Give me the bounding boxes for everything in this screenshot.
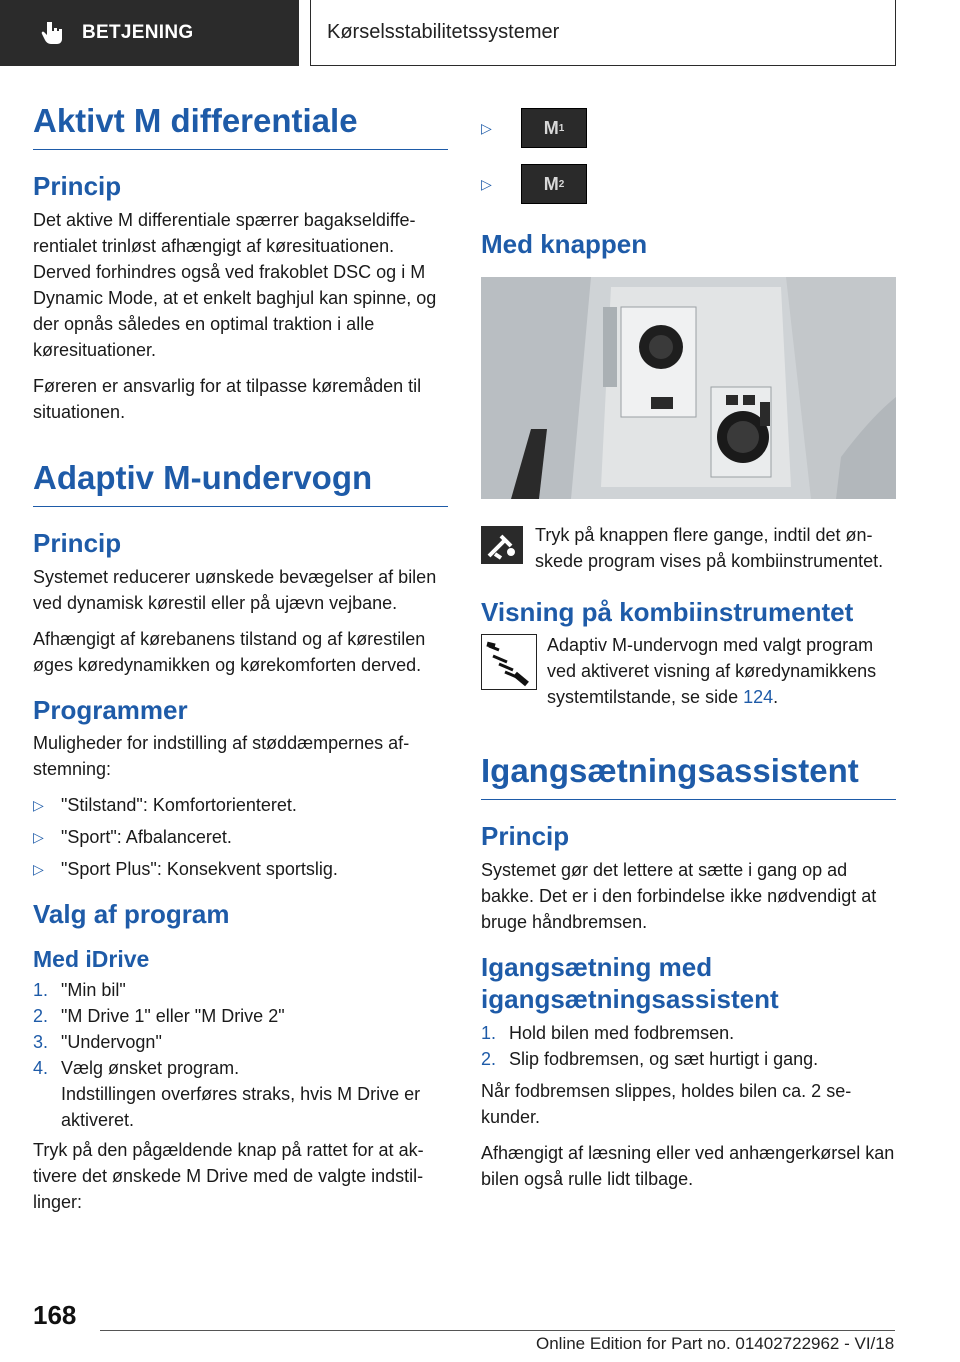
footer-edition: Online Edition for Part no. 01402722962 - VI/18 xyxy=(536,1334,895,1353)
chapter-title: Kørselsstabilitetssystemer xyxy=(327,21,560,43)
heading-princip: Princip xyxy=(33,528,122,558)
visning-instruction xyxy=(481,632,896,710)
hand-pointer-icon xyxy=(40,20,66,46)
m-drive-button-row xyxy=(481,108,896,148)
list-item: ▷ "Sport Plus": Konsekvent sportslig. xyxy=(33,856,448,882)
heading-adaptiv-m-undervogn: Adaptiv M-undervogn xyxy=(33,457,448,507)
paragraph: Adaptiv M-undervogn med valgt program ved aktiveret visning af køredynamikkens systemtilstande, se side 124. xyxy=(547,635,877,707)
heading-visning: Visning på kombiinstrumentet xyxy=(481,596,854,627)
heading-med-idrive: Med iDrive xyxy=(33,945,150,972)
bullet-marker-icon: ▷ xyxy=(481,119,492,136)
list-item: 1. Hold bilen med fodbremsen. xyxy=(481,1022,735,1043)
heading-aktivt-m-differentiale: Aktivt M differentiale xyxy=(33,100,448,150)
bullet-marker-icon: ▷ xyxy=(481,175,492,192)
paragraph: Afhængigt af kørebanens tilstand og af kørestilen øges køredynamikken og kørekomforten derved. xyxy=(33,628,426,675)
center-console-photo xyxy=(481,277,896,499)
paragraph: Muligheder for indstilling af støddæmpernes afstemning: xyxy=(33,733,410,779)
step-note: Indstillingen overføres straks, hvis M Drive er aktiveret. xyxy=(61,1084,421,1131)
heading-programmer: Programmer xyxy=(33,694,188,725)
press-button-icon xyxy=(481,526,523,564)
chapter-title-box xyxy=(310,0,896,66)
paragraph: Føreren er ansvarlig for at tilpasse køremåden til situationen. xyxy=(33,375,422,422)
footer-divider xyxy=(100,1330,895,1331)
paragraph: Det aktive M differentiale spærrer bagakseldifferentialet trinløst afhængigt af køresituationen. Derved forhindres også ved frakoblet DSC og i M Dynamic Mode, at et enkelt baghjul kan spinne, og der opnås således en optimal traktion i alle køresituationer. xyxy=(33,209,437,360)
heading-princip: Princip xyxy=(481,821,570,852)
m1-button-icon: M 1 xyxy=(521,108,587,148)
heading-igangsaetningsassistent: Igangsætningsassistent xyxy=(481,750,896,800)
bullet-marker-icon: ▷ xyxy=(33,829,44,845)
m2-button-icon: M 2 xyxy=(521,164,587,204)
section-tab xyxy=(0,0,299,66)
paragraph: Systemet reducerer uønskede bevægelser af bilen ved dynamisk kørestil eller på ujævn vejbane. xyxy=(33,566,437,613)
list-item: 2. Slip fodbremsen, og sæt hurtigt i gang. xyxy=(481,1048,819,1069)
list-item: 4. Vælg ønsket program. xyxy=(33,1058,240,1079)
left-column xyxy=(33,100,448,1225)
list-item: 2. "M Drive 1" eller "M Drive 2" xyxy=(33,1006,285,1027)
heading-valg-af-program: Valg af program xyxy=(33,899,230,929)
heading-igangsaetning-med: Igangsætning med igangsætningsassistent xyxy=(481,951,779,1015)
paragraph: Tryk på den pågældende knap på rattet for at aktivere det ønskede M Drive med de valgte indstillinger: xyxy=(33,1140,424,1213)
damper-spring-icon xyxy=(481,634,537,690)
list-item: 3. "Undervogn" xyxy=(33,1032,162,1053)
paragraph: Når fodbremsen slippes, holdes bilen ca. 2 sekunder. xyxy=(481,1080,852,1127)
heading-med-knappen: Med knappen xyxy=(481,229,648,259)
knappen-instruction xyxy=(481,522,896,574)
list-item: ▷ "Stilstand": Komfortorienteret. xyxy=(33,792,448,818)
section-label: BETJENING xyxy=(82,22,194,43)
page-number: 168 xyxy=(33,1300,77,1330)
paragraph: Afhængigt af læsning eller ved anhængerkørsel kan bilen også rulle lidt tilbage. xyxy=(481,1142,895,1189)
page-link[interactable]: 124 xyxy=(743,687,774,707)
list-item: ▷ "Sport": Afbalanceret. xyxy=(33,824,448,850)
bullet-marker-icon: ▷ xyxy=(33,861,44,877)
bullet-marker-icon: ▷ xyxy=(33,797,44,813)
paragraph: Systemet gør det lettere at sætte i gang op ad bakke. Det er i den forbindelse ikke nødvendigt at bruge håndbremsen. xyxy=(481,859,877,932)
right-column xyxy=(481,108,896,1202)
list-item: 1. "Min bil" xyxy=(33,980,126,1001)
heading-princip: Princip xyxy=(33,171,122,202)
m-drive-button-row xyxy=(481,164,896,204)
paragraph: Tryk på knappen flere gange, indtil det ønskede program vises på kombiinstrumentet. xyxy=(535,524,884,571)
